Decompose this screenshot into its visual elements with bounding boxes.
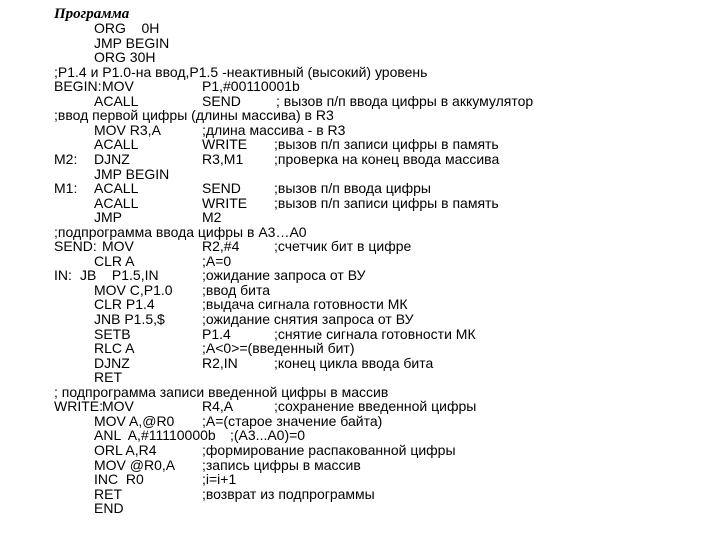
code-line bbox=[54, 327, 710, 342]
code-instruction: ANL A,#11110000b bbox=[94, 427, 216, 444]
code-line bbox=[54, 341, 710, 356]
code-line bbox=[54, 487, 710, 502]
code-line bbox=[54, 458, 710, 473]
code-comment: ; вызов п/п ввода цифры в аккумулятор bbox=[276, 92, 534, 109]
code-instruction: DJNZ bbox=[94, 150, 130, 167]
code-instruction: CLR P1.4 bbox=[94, 296, 155, 313]
code-operand: ;ожидание снятия запроса от ВУ bbox=[202, 311, 414, 327]
code-instruction: DJNZ bbox=[94, 354, 130, 371]
code-operand: SEND bbox=[202, 180, 241, 197]
code-operand: ;ожидание запроса от ВУ bbox=[202, 267, 366, 284]
code-operand: ;выдача сигнала готовности МК bbox=[202, 296, 408, 313]
code-instruction: ACALL bbox=[94, 92, 139, 109]
code-instruction: ACALL bbox=[94, 180, 139, 197]
code-label: ;подпрограмма ввода цифры в А3…А0 bbox=[54, 223, 307, 240]
code-operand: R3,M1 bbox=[202, 150, 244, 167]
code-label: ;P1.4 и P1.0-на ввод,P1.5 -неактивный (высокий) уровень bbox=[54, 63, 428, 80]
code-operand: ;длина массива - в R3 bbox=[202, 121, 346, 138]
code-comment: ;проверка на конец ввода массива bbox=[274, 150, 500, 167]
code-instruction: MOV bbox=[102, 398, 134, 415]
code-instruction: JMP bbox=[94, 209, 122, 226]
code-instruction: RET bbox=[94, 485, 122, 502]
code-instruction: JMP BEGIN bbox=[94, 34, 170, 51]
code-comment: ;конец цикла ввода бита bbox=[274, 354, 434, 371]
code-label: ; подпрограмма записи введенной цифры в массив bbox=[54, 383, 389, 400]
code-operand: ;A=(старое значение байта) bbox=[202, 412, 383, 429]
code-instruction: MOV bbox=[102, 78, 134, 95]
code-comment: ;снятие сигнала готовности МК bbox=[274, 325, 476, 342]
code-instruction: RET bbox=[94, 369, 122, 386]
code-instruction: MOV @R0,A bbox=[94, 456, 176, 473]
code-line bbox=[54, 239, 710, 254]
code-line bbox=[54, 50, 710, 65]
code-operand: P1,#00110001b bbox=[202, 78, 300, 95]
code-line bbox=[54, 443, 710, 458]
code-operand: ;A=0 bbox=[202, 252, 232, 269]
code-comment: ;сохранение введенной цифры bbox=[274, 398, 477, 415]
code-operand: R4,A bbox=[202, 398, 234, 415]
code-instruction: ACALL bbox=[94, 136, 139, 153]
code-line bbox=[54, 370, 710, 385]
code-line bbox=[54, 312, 710, 327]
code-instruction: RLC A bbox=[94, 340, 135, 357]
code-operand: P1.4 bbox=[202, 325, 231, 342]
code-instruction: ACALL bbox=[94, 194, 139, 211]
code-label: BEGIN: bbox=[54, 78, 102, 95]
code-line bbox=[54, 21, 710, 36]
code-operand: R2,#4 bbox=[202, 238, 240, 255]
code-instruction: JNB P1.5,$ bbox=[94, 311, 165, 327]
code-operand: M2 bbox=[202, 209, 222, 226]
code-instruction: MOV R3,A bbox=[94, 121, 161, 138]
code-line bbox=[54, 472, 710, 487]
code-label: M2: bbox=[54, 150, 78, 167]
code-comment: ;счетчик бит в цифре bbox=[274, 238, 412, 255]
code-operand: ;(A3...A0)=0 bbox=[230, 427, 306, 444]
code-comment: ;вызов п/п записи цифры в память bbox=[274, 194, 499, 211]
code-operand: WRITE bbox=[202, 136, 248, 153]
code-line bbox=[54, 210, 710, 225]
code-operand: ;запись цифры в массив bbox=[202, 456, 361, 473]
code-operand: ;A<0>=(введенный бит) bbox=[202, 340, 355, 357]
code-instruction: ORG 0H bbox=[94, 20, 160, 36]
code-line bbox=[54, 196, 710, 211]
code-line bbox=[54, 65, 710, 80]
code-operand: WRITE bbox=[202, 194, 248, 211]
code-operand: R2,IN bbox=[202, 354, 238, 371]
code-line bbox=[54, 181, 710, 196]
code-label: M1: bbox=[54, 180, 78, 197]
code-label: ;ввод первой цифры (длины массива) в R3 bbox=[54, 107, 334, 124]
code-instruction: ORL A,R4 bbox=[94, 441, 157, 458]
code-operand: ;возврат из подпрограммы bbox=[202, 485, 375, 502]
code-instruction: END bbox=[94, 500, 124, 517]
code-operand: ;i=i+1 bbox=[202, 471, 237, 488]
code-label: WRITE: bbox=[54, 398, 103, 415]
code-line bbox=[54, 356, 710, 371]
code-label: IN: bbox=[54, 267, 72, 284]
code-instruction: MOV bbox=[102, 238, 134, 255]
code-operand: ;формирование распакованной цифры bbox=[202, 441, 456, 458]
code-line bbox=[54, 79, 710, 94]
code-instruction: MOV C,P1.0 bbox=[94, 281, 173, 298]
code-comment: ;вызов п/п ввода цифры bbox=[274, 180, 431, 197]
code-instruction: SETB bbox=[94, 325, 131, 342]
code-instruction: JMP BEGIN bbox=[94, 165, 170, 182]
code-instruction: CLR A bbox=[94, 252, 135, 269]
code-label: SEND: bbox=[54, 238, 97, 255]
code-instruction: INC R0 bbox=[94, 471, 144, 488]
code-instruction: MOV A,@R0 bbox=[94, 412, 175, 429]
code-operand: ;ввод бита bbox=[202, 281, 271, 298]
code-comment: ;вызов п/п записи цифры в память bbox=[274, 136, 499, 153]
code-line bbox=[54, 152, 710, 167]
code-instruction: JB P1.5,IN bbox=[80, 267, 159, 284]
page-title: Программа bbox=[54, 6, 130, 22]
code-operand: SEND bbox=[202, 92, 241, 109]
code-instruction: ORG 30H bbox=[94, 49, 156, 66]
code-line bbox=[54, 501, 710, 516]
